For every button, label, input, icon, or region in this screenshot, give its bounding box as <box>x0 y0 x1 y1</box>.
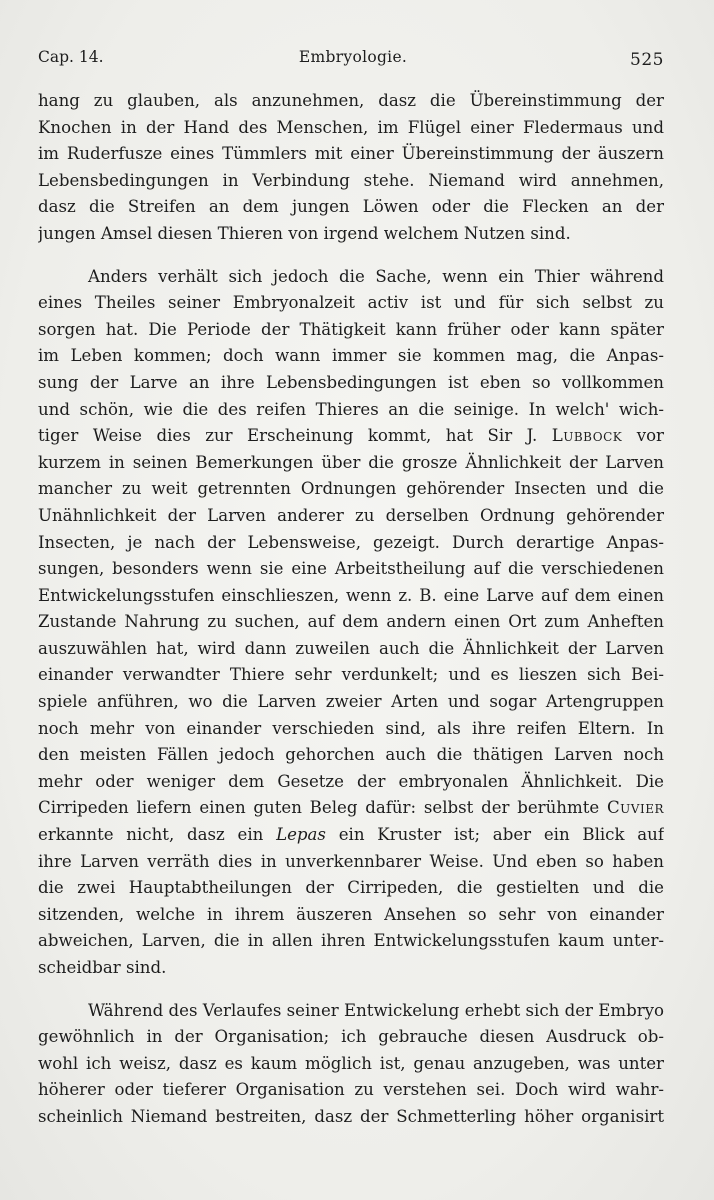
text-line: eines Theiles seiner Embryonalzeit activ ist und für sich selbst zu <box>38 293 664 313</box>
text-line: Knochen in der Hand des Menschen, im Flügel einer Fledermaus und <box>38 117 664 137</box>
text-line: und schön, wie die des reifen Thieres an die seinige. In welch' wich- <box>38 399 664 419</box>
text-line: mehr oder weniger dem Gesetze der embryonalen Ähnlichkeit. Die <box>38 771 664 791</box>
text-line: Entwickelungsstufen einschlieszen, wenn z. B. eine Larve auf dem einen <box>38 585 664 605</box>
text-line: Zustande Nahrung zu suchen, auf dem andern einen Ort zum Anheften <box>38 612 664 632</box>
paragraph-gap <box>38 982 664 998</box>
text-line: Während des Verlaufes seiner Entwickelung erhebt sich der Embryo <box>88 1000 664 1020</box>
text-line: sitzenden, welche in ihrem äuszeren Ansehen so sehr von einander <box>38 904 664 924</box>
text-line: tiger Weise dies zur Erscheinung kommt, hat Sir J. Lubbock vor <box>38 426 664 446</box>
chapter-label: Cap. 14. <box>38 48 104 66</box>
text-line: Anders verhält sich jedoch die Sache, wenn ein Thier während <box>88 266 664 286</box>
text-line: dasz die Streifen an dem jungen Löwen oder die Flecken an der <box>38 197 664 217</box>
running-title: Embryologie. <box>298 48 408 66</box>
text-line: auszuwählen hat, wird dann zuweilen auch die Ähnlichkeit der Larven <box>38 638 664 658</box>
text-line: scheidbar sind. <box>38 958 167 977</box>
text-line: Insecten, je nach der Lebensweise, gezeigt. Durch derartige Anpas- <box>38 532 664 552</box>
text-line: abweichen, Larven, die in allen ihren Entwickelungsstufen kaum unter- <box>38 931 664 951</box>
text-line: im Ruderfusze eines Tümmlers mit einer Übereinstimmung der äuszern <box>38 144 664 164</box>
text-line: scheinlich Niemand bestreiten, dasz der Schmetterling höher organisirt <box>38 1106 664 1126</box>
text-line: ihre Larven verräth dies in unverkennbarer Weise. Und eben so haben <box>38 851 664 871</box>
body-text <box>38 88 664 1131</box>
author-name: Lubbock <box>551 426 623 446</box>
paragraph-gap <box>38 248 664 264</box>
text-line: spiele anführen, wo die Larven zweier Arten und sogar Artengruppen <box>38 692 664 712</box>
text-line: die zwei Hauptabtheilungen der Cirripeden, die gestielten und die <box>38 878 664 898</box>
text-line: mancher zu weit getrennten Ordnungen gehörender Insecten und die <box>38 479 664 499</box>
text-line: kurzem in seinen Bemerkungen über die grosze Ähnlichkeit der Larven <box>38 452 664 472</box>
text-line: einander verwandter Thiere sehr verdunkelt; und es lieszen sich Bei- <box>38 665 664 685</box>
text-line: sung der Larve an ihre Lebensbedingungen ist eben so vollkommen <box>38 372 664 392</box>
genus-name: Lepas <box>276 825 326 845</box>
text-line: erkannte nicht, dasz ein Lepas ein Kruster ist; aber ein Blick auf <box>38 825 664 845</box>
text-line: gewöhnlich in der Organisation; ich gebrauche diesen Ausdruck ob- <box>38 1027 664 1047</box>
page-header <box>38 48 668 72</box>
page-number: 525 <box>630 50 664 70</box>
author-name: Cuvier <box>606 798 664 818</box>
paragraph <box>38 998 664 1131</box>
text-line: jungen Amsel diesen Thieren von irgend welchem Nutzen sind. <box>38 223 571 243</box>
text-line: sorgen hat. Die Periode der Thätigkeit kann früher oder kann später <box>38 319 664 339</box>
text-line: hang zu glauben, als anzunehmen, dasz die Übereinstimmung der <box>38 91 664 110</box>
paragraph <box>38 264 664 982</box>
text-line: den meisten Fällen jedoch gehorchen auch die thätigen Larven noch <box>38 745 664 765</box>
text-line: Cirripeden liefern einen guten Beleg dafür: selbst der berühmte Cuvier <box>38 798 664 818</box>
text-line: Lebensbedingungen in Verbindung stehe. Niemand wird annehmen, <box>38 170 664 190</box>
text-line: noch mehr von einander verschieden sind, als ihre reifen Eltern. In <box>38 718 664 738</box>
text-line: im Leben kommen; doch wann immer sie kommen mag, die Anpas- <box>38 346 664 366</box>
paragraph <box>38 88 664 248</box>
text-line: sungen, besonders wenn sie eine Arbeitstheilung auf die verschiedenen <box>38 559 664 579</box>
text-line: Unähnlichkeit der Larven anderer zu derselben Ordnung gehörender <box>38 505 664 525</box>
text-line: wohl ich weisz, dasz es kaum möglich ist, genau anzugeben, was unter <box>38 1053 664 1073</box>
text-line: höherer oder tieferer Organisation zu verstehen sei. Doch wird wahr- <box>38 1080 664 1100</box>
